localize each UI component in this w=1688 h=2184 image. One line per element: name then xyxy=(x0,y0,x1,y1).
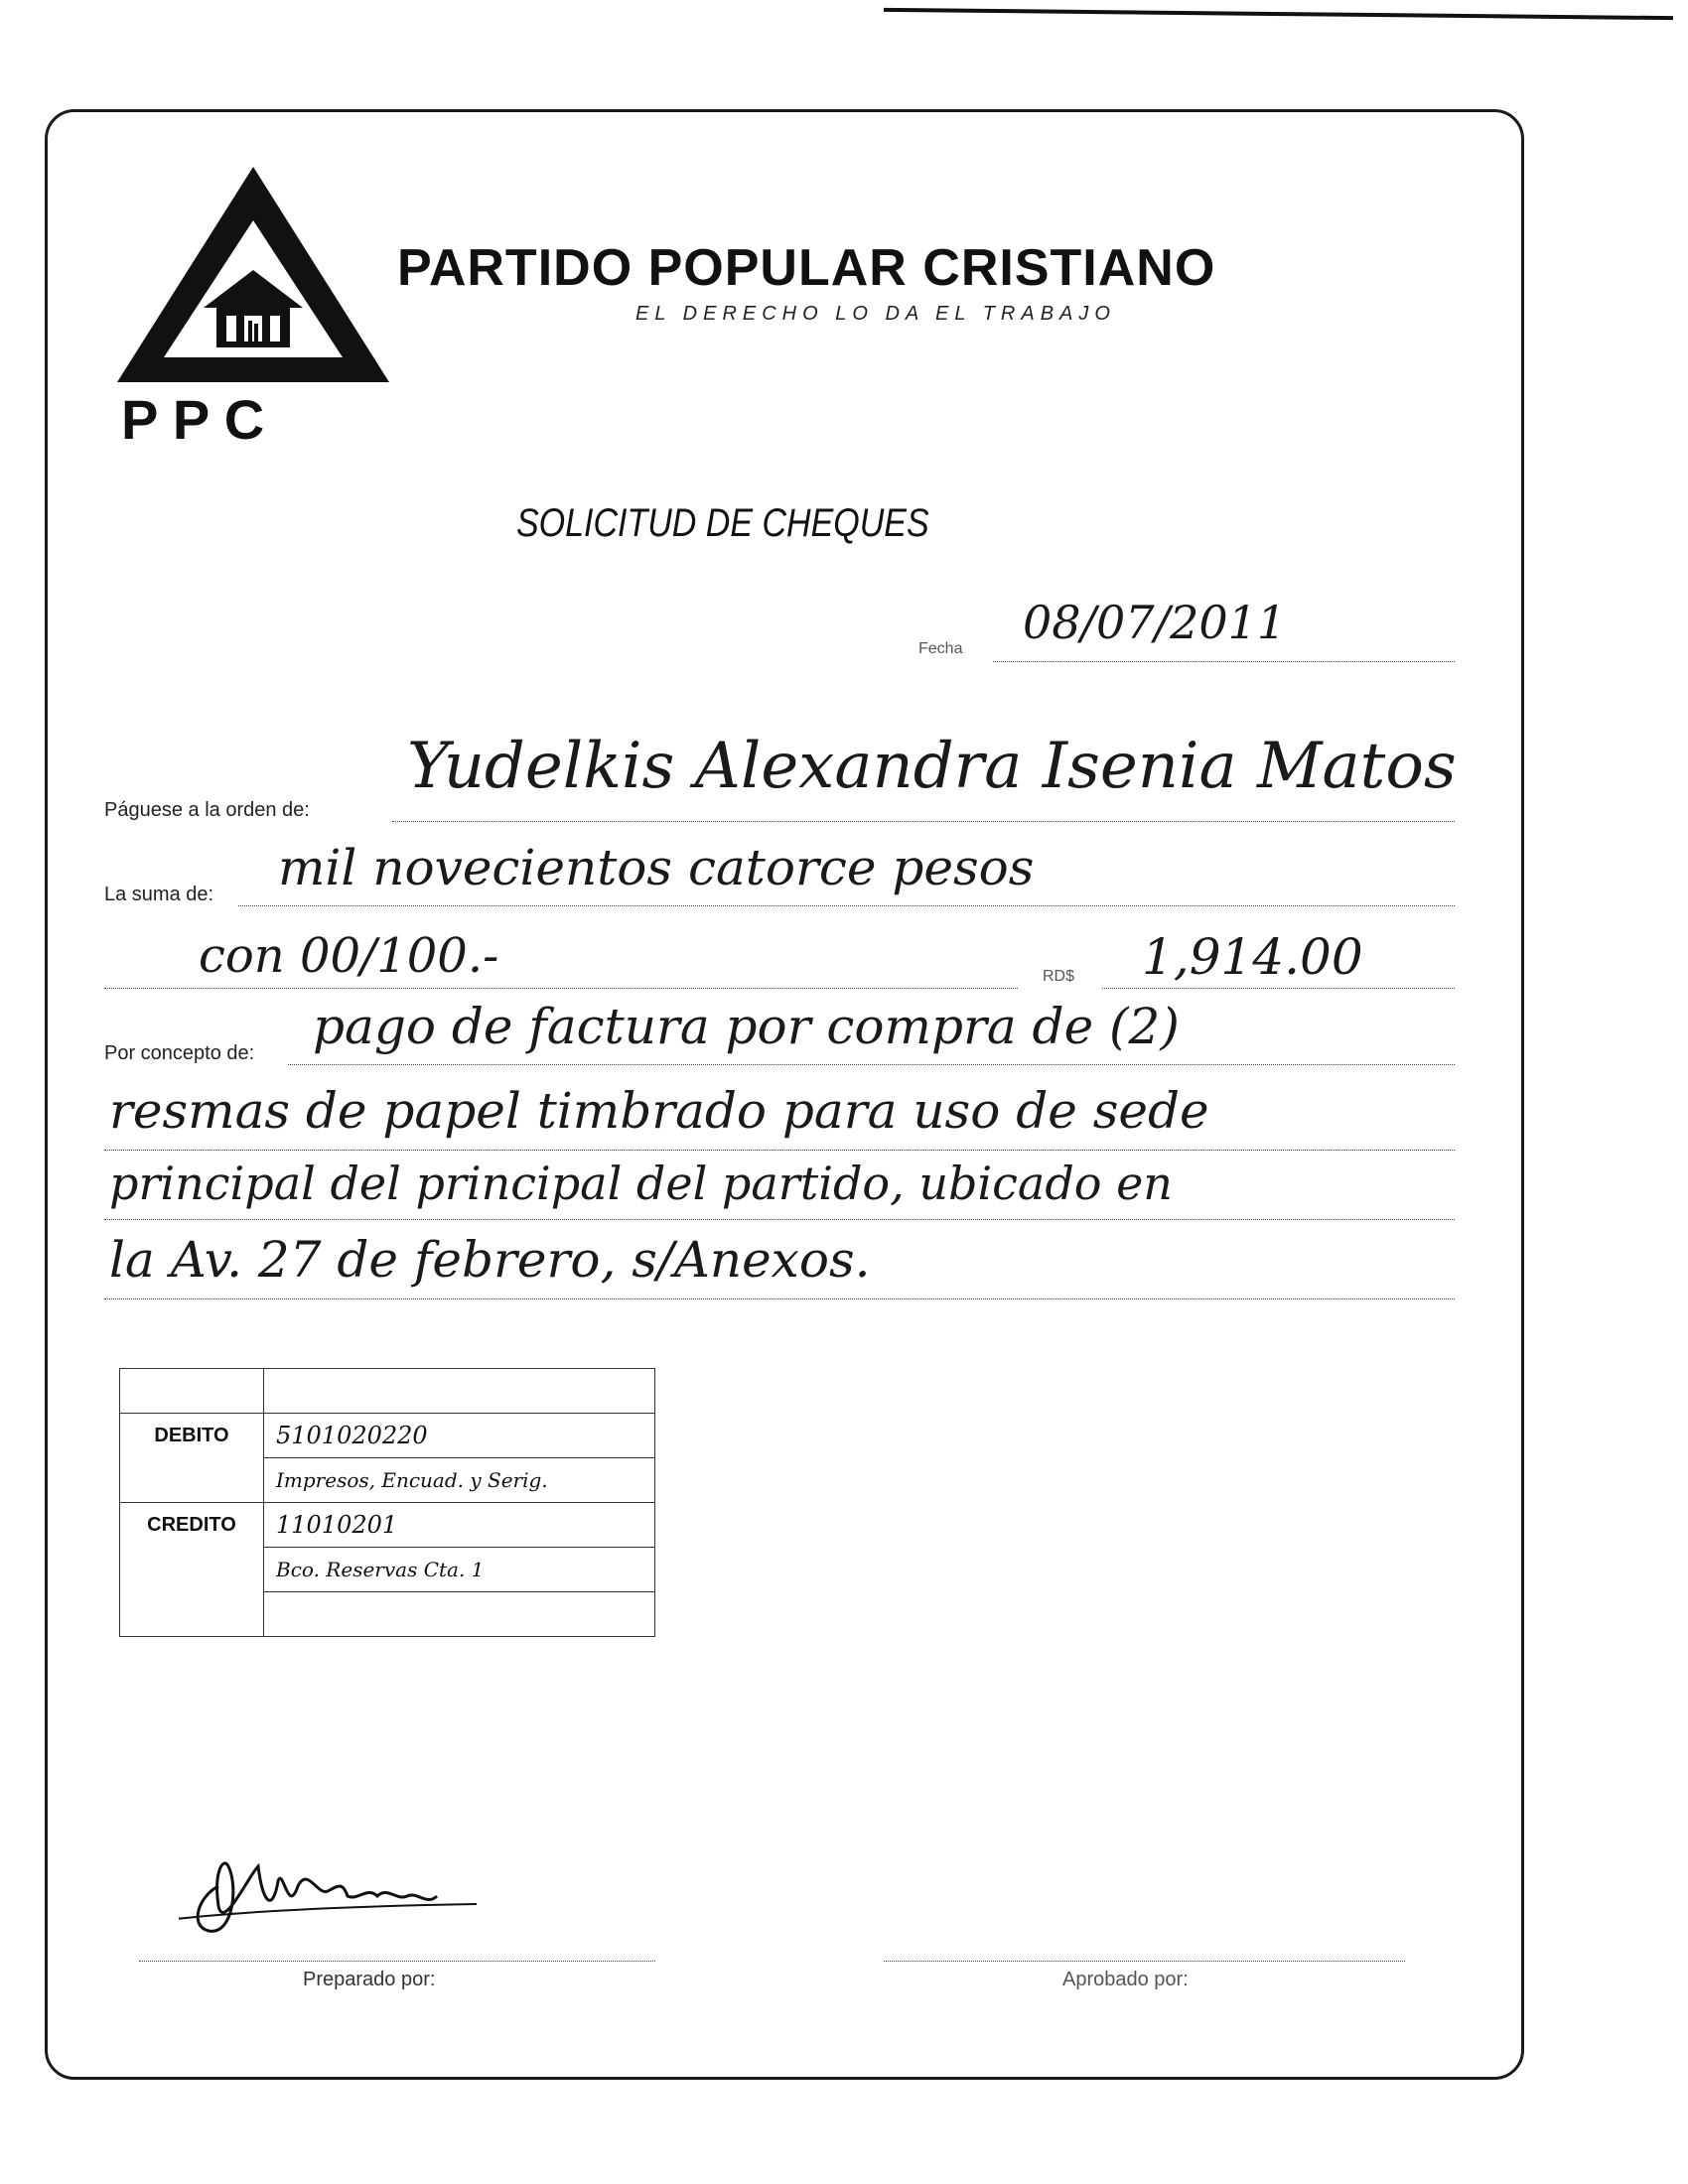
fecha-label: Fecha xyxy=(918,640,963,657)
prepared-by-line xyxy=(139,1961,655,1962)
approved-by-label: Aprobado por: xyxy=(1062,1969,1189,1990)
logo-letters: P P C xyxy=(121,388,265,447)
payee-value[interactable]: Yudelkis Alexandra Isenia Matos xyxy=(407,730,1457,803)
concepto-value-line-3[interactable]: principal del principal del partido, ubicado en xyxy=(109,1157,1173,1210)
credito-description[interactable]: Bco. Reservas Cta. 1 xyxy=(264,1548,655,1592)
suma-label: La suma de: xyxy=(104,884,214,905)
concepto-value-line-4[interactable]: la Av. 27 de febrero, s/Anexos. xyxy=(109,1231,871,1289)
preparer-signature xyxy=(179,1827,536,1946)
credito-code[interactable]: 11010201 xyxy=(264,1503,655,1548)
approved-by-line xyxy=(884,1961,1405,1962)
account-row-blank-bottom xyxy=(120,1592,655,1637)
form-title: SOLICITUD DE CHEQUES xyxy=(516,501,929,545)
suma-value-line-1[interactable]: mil novecientos catorce pesos xyxy=(278,839,1035,896)
suma-line-1 xyxy=(238,905,1455,906)
debito-code[interactable]: 5101020220 xyxy=(264,1414,655,1458)
credito-label: CREDITO xyxy=(120,1503,264,1548)
org-motto: EL DERECHO LO DA EL TRABAJO xyxy=(635,303,1116,325)
org-name: PARTIDO POPULAR CRISTIANO xyxy=(397,239,1216,297)
suma-value-line-2[interactable]: con 00/100.- xyxy=(199,928,499,984)
rd-line xyxy=(1102,988,1455,989)
prepared-by-label: Preparado por: xyxy=(303,1969,436,1990)
concepto-value-line-1[interactable]: pago de factura por compra de (2) xyxy=(313,998,1180,1055)
concepto-line-1 xyxy=(288,1064,1455,1065)
account-row-credito-desc xyxy=(120,1548,655,1592)
debito-description[interactable]: Impresos, Encuad. y Serig. xyxy=(264,1458,655,1503)
concepto-line-3 xyxy=(104,1219,1455,1220)
payee-label: Páguese a la orden de: xyxy=(104,799,310,821)
rd-amount-value[interactable]: 1,914.00 xyxy=(1142,928,1363,986)
account-row-debito xyxy=(120,1414,655,1458)
concepto-line-2 xyxy=(104,1150,1455,1151)
account-row-blank-top xyxy=(120,1369,655,1414)
fecha-value[interactable]: 08/07/2011 xyxy=(1023,596,1287,649)
concepto-line-4 xyxy=(104,1298,1455,1299)
top-edge-rule xyxy=(884,8,1673,20)
suma-line-2 xyxy=(104,988,1018,989)
payee-line xyxy=(392,821,1455,822)
account-row-credito xyxy=(120,1503,655,1548)
concepto-label: Por concepto de: xyxy=(104,1042,255,1064)
fecha-line xyxy=(993,661,1455,662)
account-table xyxy=(119,1368,655,1637)
debito-label: DEBITO xyxy=(120,1414,264,1458)
ppc-logo xyxy=(109,159,397,447)
rd-label: RD$ xyxy=(1043,968,1075,985)
account-row-debito-desc xyxy=(120,1458,655,1503)
concepto-value-line-2[interactable]: resmas de papel timbrado para uso de sede xyxy=(109,1082,1209,1140)
